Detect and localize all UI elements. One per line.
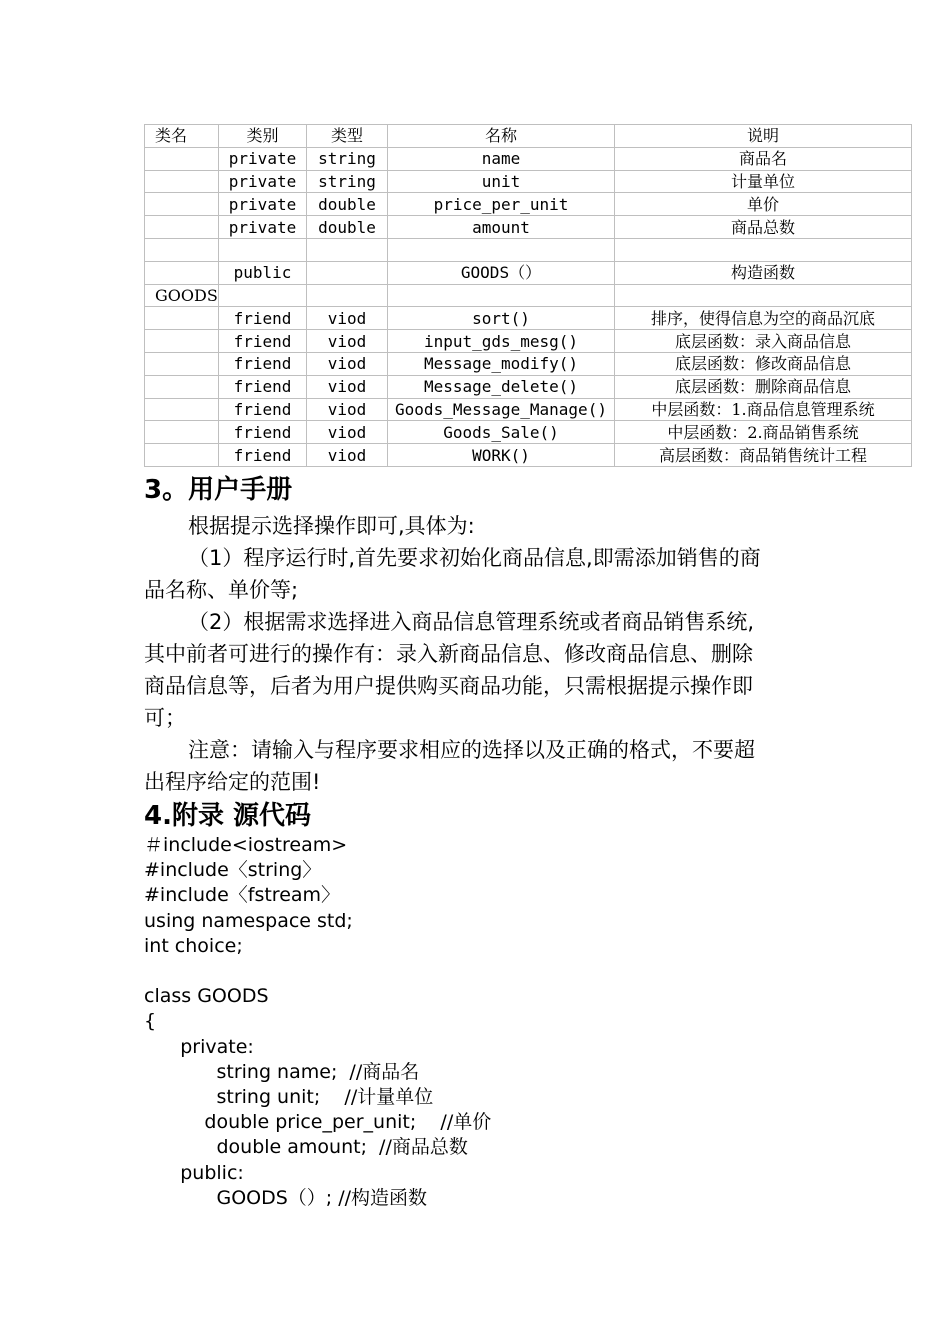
cell-type: viod bbox=[307, 352, 388, 375]
cell-description: 底层函数：修改商品信息 bbox=[615, 352, 912, 375]
cell-category bbox=[219, 238, 307, 261]
table-row bbox=[145, 216, 912, 239]
cell-class-name bbox=[145, 238, 219, 261]
cell-description: 商品总数 bbox=[615, 216, 912, 239]
cell-class-name bbox=[145, 330, 219, 353]
manual-line: 商品信息等，后者为用户提供购买商品功能，只需根据提示操作即 bbox=[144, 674, 753, 698]
table-row bbox=[145, 375, 912, 398]
manual-line: 品名称、单价等; bbox=[144, 578, 299, 602]
table-row bbox=[145, 193, 912, 216]
cell-class-name bbox=[145, 261, 219, 284]
table-header-row bbox=[145, 125, 912, 148]
table-row bbox=[145, 170, 912, 193]
table-row bbox=[145, 444, 912, 467]
cell-class-name bbox=[145, 375, 219, 398]
manual-note-line: 注意：请输入与程序要求相应的选择以及正确的格式，不要超 bbox=[188, 738, 755, 762]
table-row bbox=[145, 261, 912, 284]
cell-description: 中层函数：1.商品信息管理系统 bbox=[615, 398, 912, 421]
table-row bbox=[145, 330, 912, 353]
cell-type: double bbox=[307, 193, 388, 216]
cell-class-name bbox=[145, 421, 219, 444]
cell-member-name: Message_delete() bbox=[388, 375, 615, 398]
cell-type: viod bbox=[307, 375, 388, 398]
section-4-title: 4.附录 源代码 bbox=[144, 801, 312, 831]
cell-member-name: WORK() bbox=[388, 444, 615, 467]
cell-type: viod bbox=[307, 330, 388, 353]
cell-class-name bbox=[145, 170, 219, 193]
cell-class-name bbox=[145, 307, 219, 330]
cell-description: 构造函数 bbox=[615, 261, 912, 284]
code-line: double amount; //商品总数 bbox=[144, 1136, 468, 1159]
code-line: #include〈fstream〉 bbox=[144, 884, 341, 907]
manual-line: （2）根据需求选择进入商品信息管理系统或者商品销售系统, bbox=[188, 610, 755, 634]
manual-line: 其中前者可进行的操作有：录入新商品信息、修改商品信息、删除 bbox=[144, 642, 753, 666]
section-3-title: 3。用户手册 bbox=[144, 475, 293, 505]
code-line: string unit; //计量单位 bbox=[144, 1086, 434, 1109]
cell-description: 单价 bbox=[615, 193, 912, 216]
cell-description bbox=[615, 284, 912, 307]
cell-description: 商品名 bbox=[615, 147, 912, 170]
table-row bbox=[145, 398, 912, 421]
cell-category: private bbox=[219, 170, 307, 193]
table-row bbox=[145, 238, 912, 261]
cell-description: 高层函数：商品销售统计工程 bbox=[615, 444, 912, 467]
cell-description: 中层函数：2.商品销售系统 bbox=[615, 421, 912, 444]
cell-member-name: input_gds_mesg() bbox=[388, 330, 615, 353]
cell-category: friend bbox=[219, 421, 307, 444]
code-line: public: bbox=[144, 1161, 244, 1184]
cell-type bbox=[307, 238, 388, 261]
cell-category: friend bbox=[219, 352, 307, 375]
cell-type: string bbox=[307, 170, 388, 193]
cell-type: string bbox=[307, 147, 388, 170]
cell-member-name: GOODS（） bbox=[388, 261, 615, 284]
cell-category: friend bbox=[219, 330, 307, 353]
cell-class-name bbox=[145, 193, 219, 216]
cell-description: 底层函数：录入商品信息 bbox=[615, 330, 912, 353]
code-line: int choice; bbox=[144, 934, 243, 957]
header-category: 类别 bbox=[219, 125, 307, 148]
cell-category: friend bbox=[219, 398, 307, 421]
cell-category: friend bbox=[219, 307, 307, 330]
manual-line: 可； bbox=[144, 706, 186, 730]
cell-class-name bbox=[145, 147, 219, 170]
cell-member-name: price_per_unit bbox=[388, 193, 615, 216]
cell-type bbox=[307, 261, 388, 284]
code-line: ＃include<iostream> bbox=[144, 834, 348, 856]
cell-type: viod bbox=[307, 444, 388, 467]
code-line: using namespace std; bbox=[144, 909, 353, 932]
cell-class-name bbox=[145, 444, 219, 467]
cell-type: viod bbox=[307, 421, 388, 444]
code-line: string name; //商品名 bbox=[144, 1060, 420, 1083]
cell-member-name bbox=[388, 284, 615, 307]
cell-member-name: Message_modify() bbox=[388, 352, 615, 375]
cell-category: private bbox=[219, 147, 307, 170]
cell-description: 排序，使得信息为空的商品沉底 bbox=[615, 307, 912, 330]
table-row bbox=[145, 284, 912, 307]
cell-class-name bbox=[145, 216, 219, 239]
cell-type: viod bbox=[307, 307, 388, 330]
cell-member-name: amount bbox=[388, 216, 615, 239]
cell-type bbox=[307, 284, 388, 307]
cell-member-name: unit bbox=[388, 170, 615, 193]
table-row bbox=[145, 352, 912, 375]
cell-member-name bbox=[388, 238, 615, 261]
table-body bbox=[145, 125, 912, 467]
cell-class-name bbox=[145, 398, 219, 421]
code-line: double price_per_unit; //单价 bbox=[144, 1111, 492, 1134]
code-line bbox=[144, 959, 491, 984]
cell-category: friend bbox=[219, 444, 307, 467]
header-class-name: 类名 bbox=[145, 125, 219, 148]
source-code-block bbox=[144, 833, 491, 1211]
code-line: private: bbox=[144, 1035, 254, 1058]
manual-line: 根据提示选择操作即可,具体为: bbox=[188, 514, 475, 538]
cell-member-name: name bbox=[388, 147, 615, 170]
cell-category: private bbox=[219, 216, 307, 239]
cell-category bbox=[219, 284, 307, 307]
cell-category: private bbox=[219, 193, 307, 216]
code-line: #include〈string〉 bbox=[144, 859, 322, 882]
table-row bbox=[145, 421, 912, 444]
cell-type: viod bbox=[307, 398, 388, 421]
cell-category: friend bbox=[219, 375, 307, 398]
cell-type: double bbox=[307, 216, 388, 239]
cell-member-name: sort() bbox=[388, 307, 615, 330]
cell-description: 底层函数：删除商品信息 bbox=[615, 375, 912, 398]
table-row bbox=[145, 307, 912, 330]
cell-description: 计量单位 bbox=[615, 170, 912, 193]
cell-member-name: Goods_Message_Manage() bbox=[388, 398, 615, 421]
manual-note-line: 出程序给定的范围! bbox=[144, 770, 321, 794]
header-name: 名称 bbox=[388, 125, 615, 148]
manual-line: （1）程序运行时,首先要求初始化商品信息,即需添加销售的商 bbox=[188, 546, 761, 570]
table-row bbox=[145, 147, 912, 170]
cell-class-name: GOODS bbox=[145, 284, 219, 307]
cell-category: public bbox=[219, 261, 307, 284]
header-type: 类型 bbox=[307, 125, 388, 148]
class-members-table bbox=[144, 124, 912, 467]
cell-member-name: Goods_Sale() bbox=[388, 421, 615, 444]
code-line: class GOODS bbox=[144, 985, 269, 1008]
code-line: GOODS（）; //构造函数 bbox=[144, 1186, 428, 1209]
cell-description bbox=[615, 238, 912, 261]
cell-class-name bbox=[145, 352, 219, 375]
code-line: { bbox=[144, 1010, 157, 1033]
header-description: 说明 bbox=[615, 125, 912, 148]
